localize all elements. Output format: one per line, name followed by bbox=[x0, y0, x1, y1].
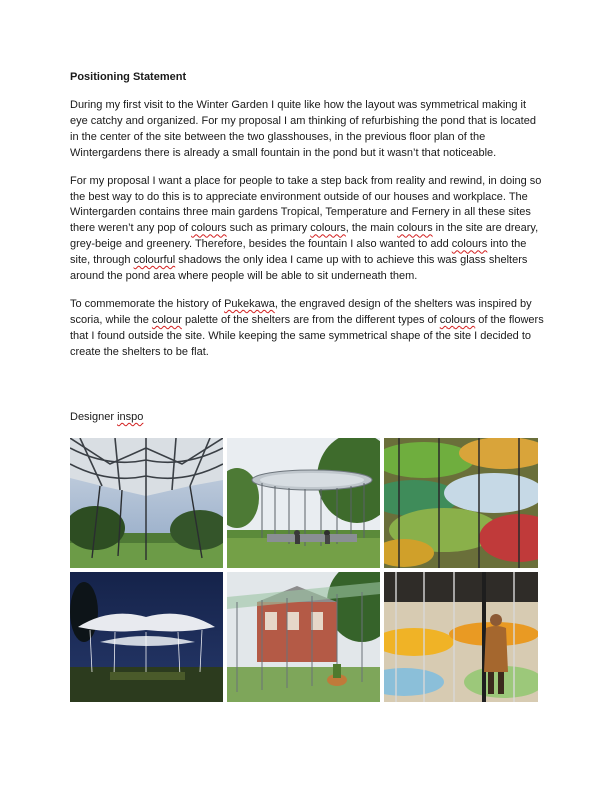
paragraph-1 bbox=[70, 98, 545, 162]
spellcheck-word: colours bbox=[439, 313, 476, 326]
spellcheck-word: inspo bbox=[117, 411, 144, 423]
paragraph-3 bbox=[70, 297, 545, 361]
photo-glass-gallery bbox=[227, 572, 380, 702]
paragraph-text: To commemorate the history of bbox=[70, 297, 225, 310]
spellcheck-word: colour bbox=[151, 313, 182, 326]
photo-canopy-day bbox=[70, 438, 223, 568]
paragraph-text: such as primary bbox=[226, 222, 311, 235]
paragraph-2 bbox=[70, 174, 545, 285]
photo-pavilion-park bbox=[227, 438, 380, 568]
document-body bbox=[70, 70, 545, 373]
photo-colour-discs bbox=[384, 438, 538, 568]
paragraph-text: in the site are dreary, grey-beige and greenery. Therefore, besides the fountain I also wanted to add bbox=[70, 222, 539, 251]
paragraph-text: into the site, through bbox=[70, 238, 527, 267]
paragraph-text: During my first visit to the Winter Garden I quite like how the layout was symmetrical making it eye catchy and organized. For my proposal I am thinking of refurbishing the pond that is located in the center of the site between the two glasshouses, in the previous floor plan of the Wintergardens there is already a small fountain in the pond but it wasn’t that noticeable. bbox=[70, 99, 536, 159]
page-title: Positioning Statement bbox=[70, 71, 187, 83]
photo-canopy-night bbox=[70, 572, 223, 702]
spellcheck-word: colours bbox=[397, 222, 433, 235]
spellcheck-word: colours bbox=[451, 238, 488, 251]
paragraph-text: For my proposal I want a place for people to take a step back from reality and rewind, in doing so the best way to do this is to appreciate environment outside of our houses and workplace. The Wintergarden contains three main gardens Tropical, Temperature and Fernery in all these sites there weren’t any pop of bbox=[70, 174, 542, 235]
paragraph-text: palette of the shelters are from the different types of bbox=[181, 313, 440, 326]
spellcheck-word: colours bbox=[310, 222, 346, 235]
photo-colour-shadows bbox=[384, 572, 538, 702]
inspiration-gallery bbox=[70, 438, 538, 702]
paragraph-text: , the main bbox=[345, 222, 398, 235]
paragraph-text: shadows the only idea I came up with to achieve this was glass shelters around the pond area where people will be able to sit underneath them. bbox=[70, 254, 528, 283]
paragraph-text: of the flowers that I found outside the site. While keeping the same symmetrical shape of the site I decided to create the shelters to be flat. bbox=[70, 313, 544, 358]
spellcheck-word: colours bbox=[191, 222, 227, 235]
spellcheck-word: colourful bbox=[133, 254, 176, 267]
spellcheck-word: Pukekawa bbox=[224, 297, 275, 310]
paragraph-text: , the engraved design of the shelters was inspired by scoria, while the bbox=[70, 297, 532, 326]
designer-inspo-label: Designer inspo bbox=[70, 411, 144, 423]
